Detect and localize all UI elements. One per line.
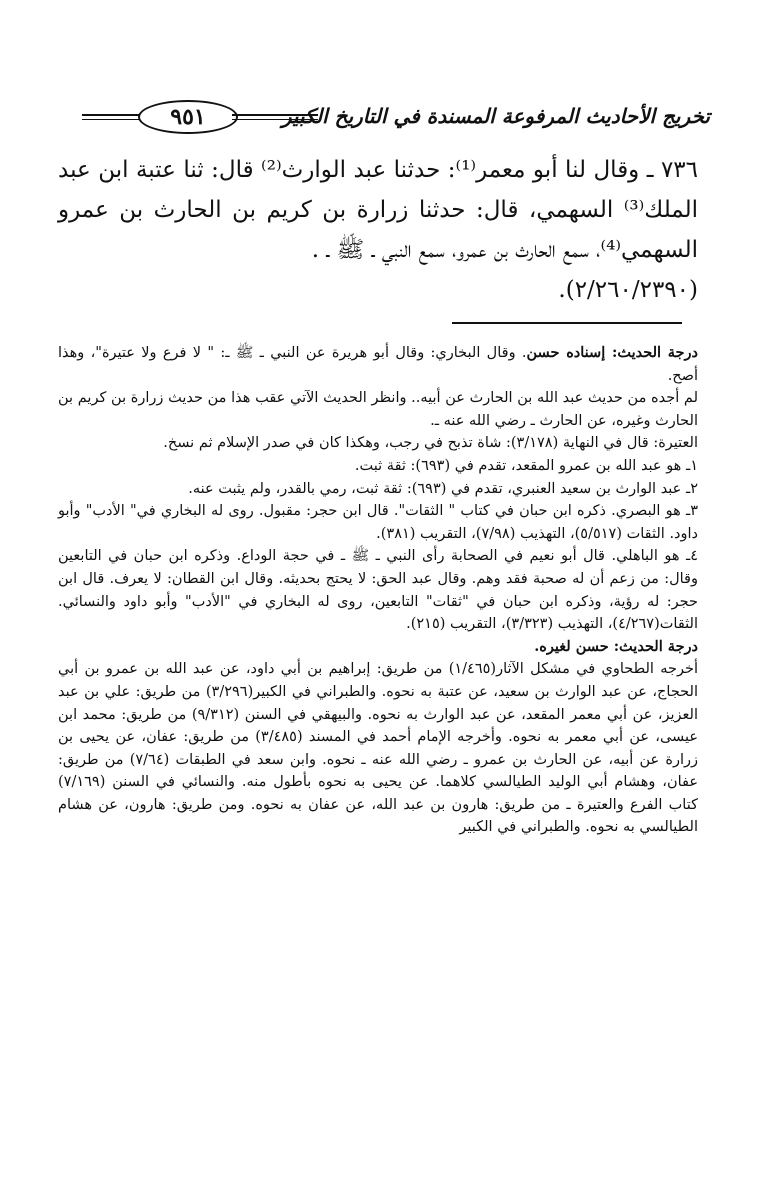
footnote-1: ١ـ هو عبد الله بن عمرو المقعد، تقدم في (٦٩٣): ثقة ثبت. [354, 457, 698, 474]
hadith-text [58, 150, 698, 310]
footnote-divider [452, 322, 682, 324]
hadith-reference: (٢/٢٦٠/٢٣٩٠). [558, 277, 698, 303]
page-number: ٩٥١ [138, 100, 238, 134]
hadith-body: ٧٣٦ ـ وقال لنا أبو معمر⁽¹⁾: حدثنا عبد الوارث⁽²⁾ قال: ثنا عتبة ابن عبد الملك⁽³⁾ السهمي، قال: حدثنا زرارة بن كريم بن الحارث بن عمرو السهمي⁽⁴⁾، سمع الحارث بن عمرو، سمع النبي ـ ﷺ ـ . [58, 157, 699, 263]
note-paragraph: العتيرة: قال في النهاية (٣/١٧٨): شاة تذبح في رجب، وهكذا كان في صدر الإسلام ثم نسخ. [163, 435, 698, 452]
footnote-2: ٢ـ عبد الوارث بن سعيد العنبري، تقدم في (٦٩٣): ثقة ثبت، رمي بالقدر، ولم يثبت عنه. [188, 480, 698, 497]
header-rule [82, 119, 140, 120]
header-rule [232, 114, 318, 116]
running-header [82, 92, 710, 148]
header-rule [82, 114, 140, 116]
footnote-3: ٣ـ هو البصري. ذكره ابن حبان في كتاب " الثقات". قال ابن حجر: مقبول. روى له البخاري في" الأدب" وأبو داود. الثقات (٥/٥١٧)، التهذيب (٧/٩٨)، التقريب (٣٨١). [58, 503, 698, 542]
takhrij-paragraph: أخرجه الطحاوي في مشكل الآثار(١/٤٦٥) من طريق: إبراهيم بن أبي داود، عن عبد الله بن عمرو بن أبي الحجاج، عن عبد الوارث بن سعيد، عن عتبة به نحوه. والطبراني في الكبير(٣/٢٩٦) من طريق: علي بن عبد العزيز، عن أبي معمر المقعد، عن عبد الوارث به نحوه. والبيهقي في السنن (٩/٣١٢) من طريق: محمد ابن عيسى، عن أبي معمر به نحوه. وأخرجه الإمام أحمد في المسند (٣/٤٨٥) من طريق: عفان، عن يحيى بن زرارة عن أبيه، عن الحارث بن عمرو ـ رضي الله عنه ـ نحوه. وابن سعد في الطبقات (٧/٦٤) من طريق: عفان، وهشام أبي الوليد الطيالسي كلاهما. عن يحيى به نحوه بأطول منه. والنسائي في السنن (٧/١٦٩) كتاب الفرع والعتيرة ـ من طريق: هارون بن عبد الله، عن عفان به نحوه. ومن طريق: هارون، عن هشام الطيالسي به نحوه. والطبراني في الكبير [58, 661, 699, 836]
footnote-4: ٤ـ هو الباهلي. قال أبو نعيم في الصحابة رأى النبي ـ ﷺ ـ في حجة الوداع. وذكره ابن حبان في التابعين وقال: من زعم أن له صحبة فقد وهم. وقال عبد الحق: لا يحتج بحديثه. وقال ابن القطان: لا يعرف. قال ابن حجر: له رؤية، وذكره ابن حبان في "ثقات" التابعين، روى له البخاري في "الأدب" وأبو داود والنسائي. الثقات(٤/٢٦٧)، التهذيب (٣/٣٢٣)، التقريب (٢١٥). [58, 548, 698, 633]
grade-text: . وقال البخاري: وقال أبو هريرة عن النبي ـ ﷺ ـ: " لا فرع ولا عتيرة"، وهذا أصح. [58, 345, 698, 384]
grade-label: درجة الحديث: إسناده حسن [526, 344, 698, 361]
grade-paragraph [58, 342, 698, 387]
grade2-label: درجة الحديث: حسن لغيره. [534, 637, 698, 655]
header-title: تخريج الأحاديث المرفوعة المسندة في التاريخ الكبير [281, 104, 710, 128]
footnotes [58, 342, 698, 839]
note-paragraph: لم أجده من حديث عبد الله بن الحارث عن أبيه.. وانظر الحديث الآتي عقب هذا من حديث زرارة بن كريم بن الحارث وغيره، عن الحارث ـ رضي الله عنه ـ. [58, 390, 698, 429]
header-rule [232, 119, 318, 120]
